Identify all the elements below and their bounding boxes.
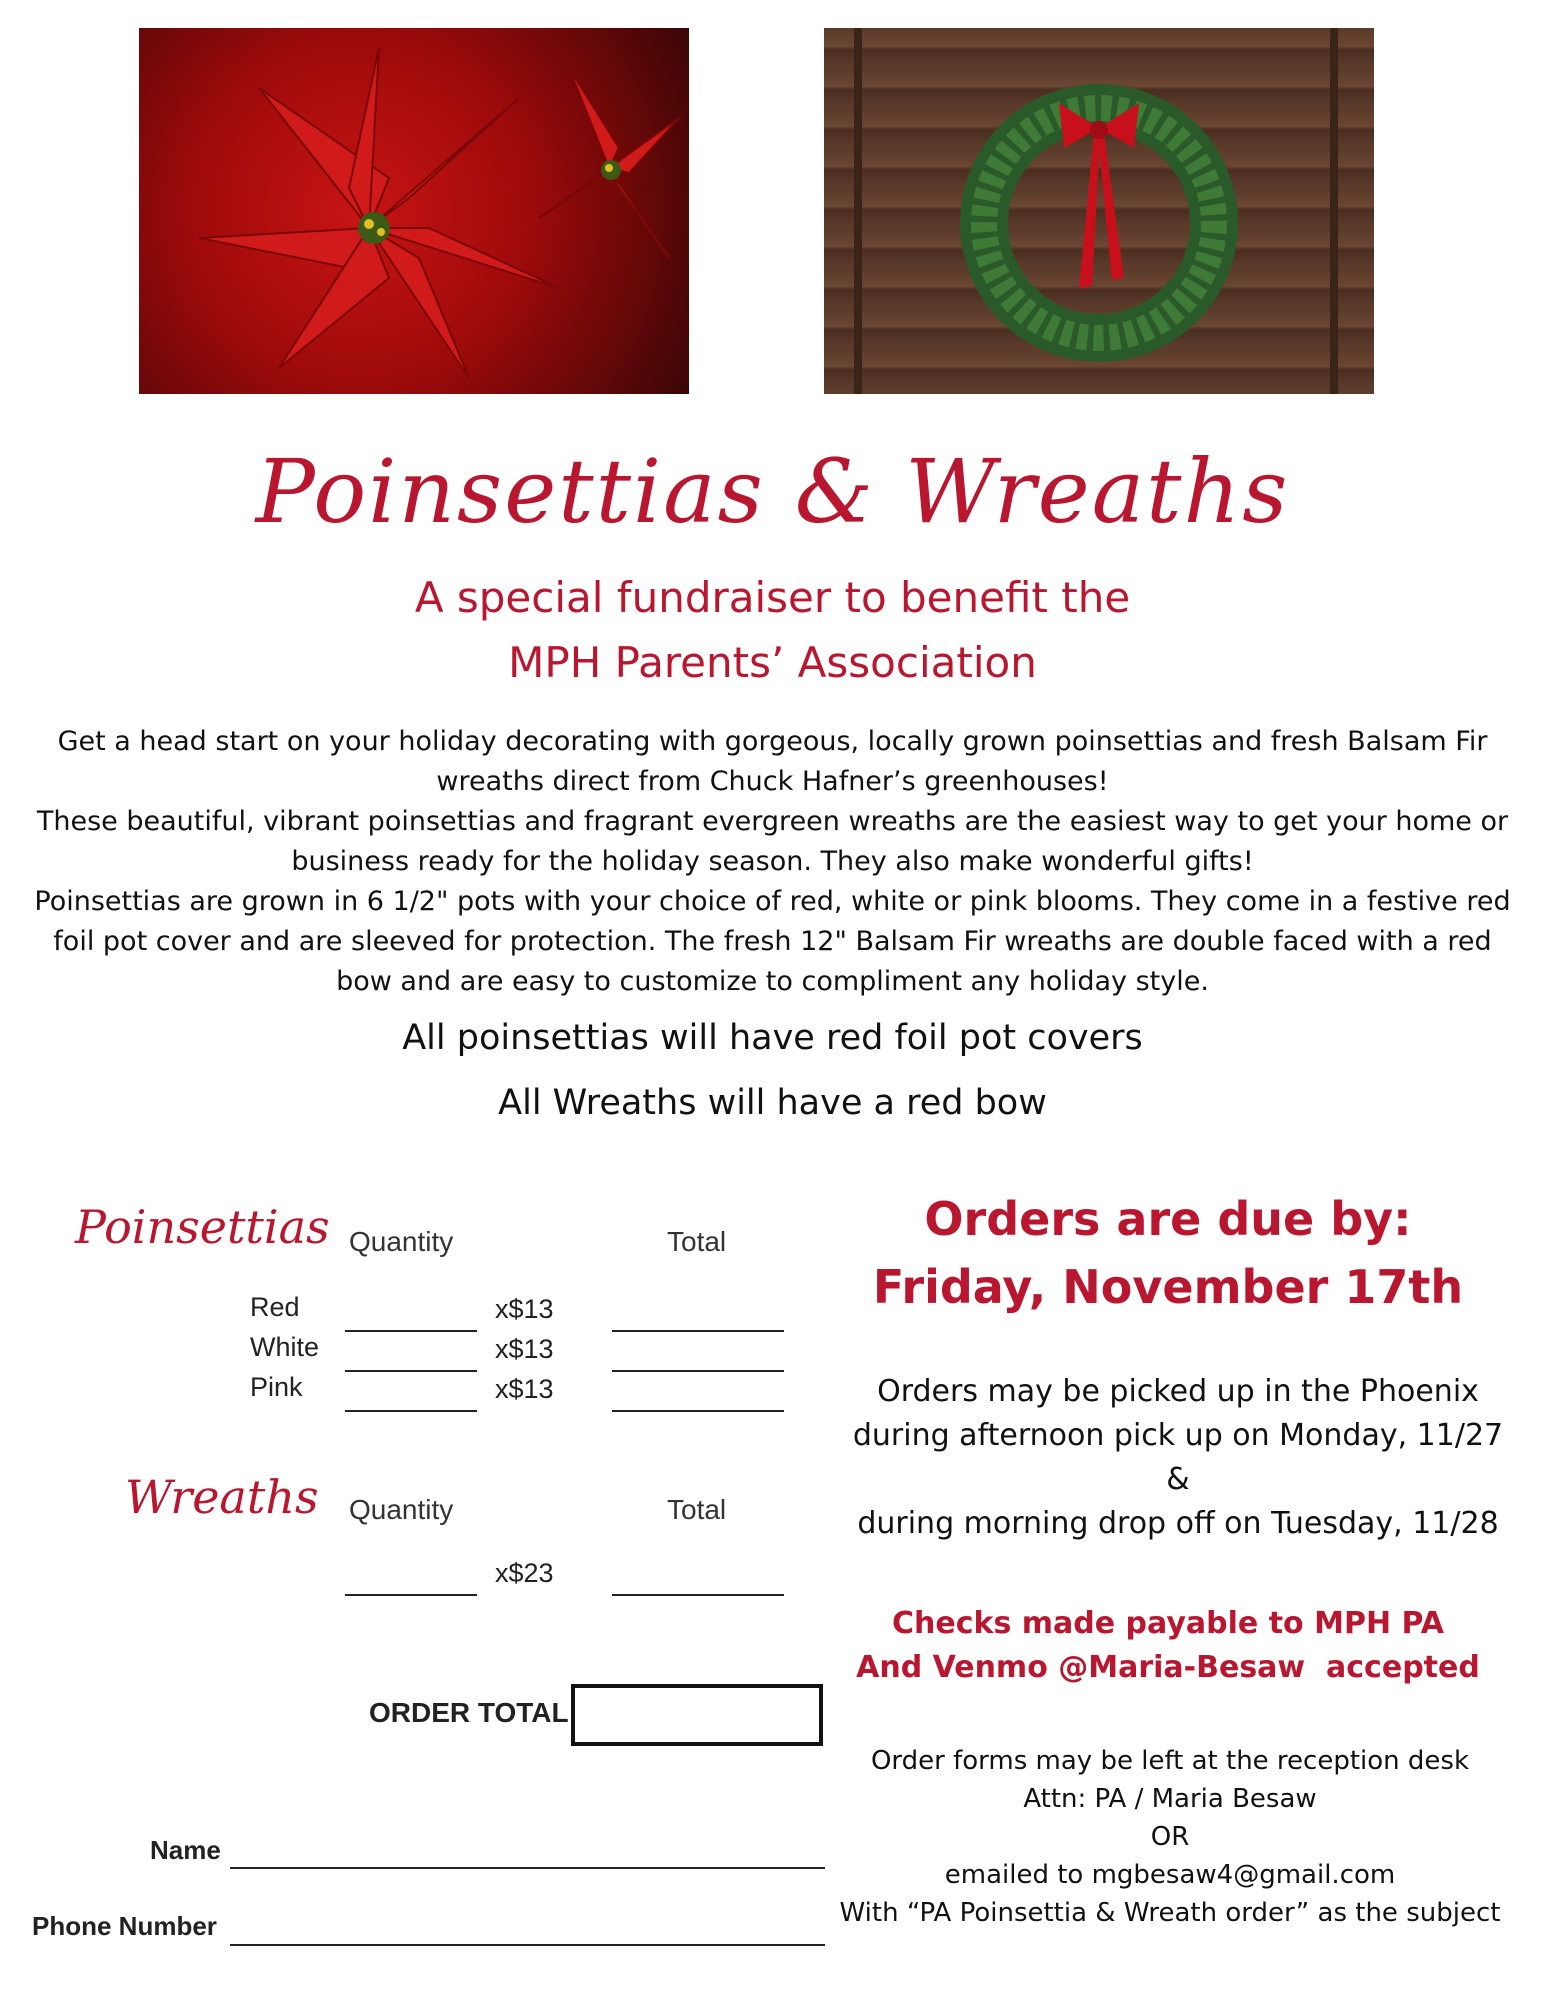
pickup-info bbox=[838, 1370, 1518, 1546]
wreath-price: x$23 bbox=[495, 1558, 554, 1588]
wreath-photo bbox=[824, 28, 1374, 394]
pink-quantity-line[interactable] bbox=[345, 1410, 477, 1412]
row-label-white: White bbox=[250, 1332, 320, 1362]
name-line[interactable] bbox=[230, 1867, 825, 1869]
pink-total-line[interactable] bbox=[612, 1410, 784, 1412]
red-total-line[interactable] bbox=[612, 1330, 784, 1332]
payment-line-1: Checks made payable to MPH PA bbox=[892, 1606, 1444, 1641]
red-quantity-line[interactable] bbox=[345, 1330, 477, 1332]
pickup-line-2: during afternoon pick up on Monday, 11/27 bbox=[852, 1418, 1504, 1453]
payment-info bbox=[848, 1602, 1488, 1690]
intro-paragraph-1: Get a head start on your holiday decorating with gorgeous, locally grown poinsettias and fresh Balsam Fir wreaths direct from Chuck Hafner’s greenhouses! bbox=[57, 726, 1488, 797]
phone-label: Phone Number bbox=[32, 1911, 217, 1941]
white-quantity-line[interactable] bbox=[345, 1370, 477, 1372]
pickup-line-4: during morning drop off on Tuesday, 11/28 bbox=[857, 1506, 1499, 1541]
poinsettia-photo bbox=[139, 28, 689, 394]
wreaths-quantity-header: Quantity bbox=[349, 1494, 454, 1525]
dropoff-info bbox=[820, 1742, 1520, 1932]
intro-text bbox=[30, 722, 1515, 1002]
red-price: x$13 bbox=[495, 1294, 554, 1324]
poinsettias-quantity-header: Quantity bbox=[349, 1226, 454, 1257]
poinsettias-heading: Poinsettias bbox=[75, 1200, 330, 1254]
subtitle-line-2: MPH Parents’ Association bbox=[508, 638, 1037, 687]
intro-paragraph-3: Poinsettias are grown in 6 1/2" pots with your choice of red, white or pink blooms. They come in a festive red foil pot cover and are sleeved for protection. The fresh 12" Balsam Fir wreaths are double faced with a red bow and are easy to customize to compliment any holiday style. bbox=[34, 886, 1511, 997]
order-total-label: ORDER TOTAL bbox=[369, 1697, 569, 1728]
due-date: Friday, November 17th bbox=[872, 1260, 1464, 1314]
subtitle-line-1: A special fundraiser to benefit the bbox=[414, 573, 1131, 622]
wreaths-total-header: Total bbox=[667, 1494, 727, 1525]
row-label-pink: Pink bbox=[250, 1372, 303, 1402]
pickup-line-1: Orders may be picked up in the Phoenix bbox=[877, 1374, 1479, 1409]
white-total-line[interactable] bbox=[612, 1370, 784, 1372]
wreath-total-line[interactable] bbox=[612, 1594, 784, 1596]
row-label-red: Red bbox=[250, 1292, 300, 1322]
dropoff-line-2: Attn: PA / Maria Besaw bbox=[1023, 1784, 1317, 1814]
dropoff-line-3: OR bbox=[1150, 1822, 1190, 1852]
phone-line[interactable] bbox=[230, 1944, 825, 1946]
dropoff-line-1: Order forms may be left at the reception desk bbox=[870, 1746, 1470, 1776]
name-label: Name bbox=[150, 1835, 221, 1865]
page-title: Poinsettias & Wreaths bbox=[255, 440, 1290, 543]
red-bow-note: All Wreaths will have a red bow bbox=[498, 1083, 1047, 1123]
order-total-box[interactable] bbox=[571, 1684, 823, 1746]
wreaths-heading: Wreaths bbox=[125, 1470, 319, 1524]
pot-cover-note: All poinsettias will have red foil pot covers bbox=[402, 1018, 1143, 1058]
due-heading: Orders are due by: bbox=[924, 1192, 1412, 1246]
wreath-quantity-line[interactable] bbox=[345, 1594, 477, 1596]
pickup-line-3: & bbox=[1166, 1462, 1190, 1497]
poinsettias-total-header: Total bbox=[667, 1226, 727, 1257]
dropoff-line-4: emailed to mgbesaw4@gmail.com bbox=[944, 1860, 1396, 1890]
pink-price: x$13 bbox=[495, 1374, 554, 1404]
payment-line-2: And Venmo @Maria-Besaw accepted bbox=[856, 1650, 1480, 1685]
dropoff-line-5: With “PA Poinsettia & Wreath order” as the subject bbox=[839, 1898, 1501, 1928]
white-price: x$13 bbox=[495, 1334, 554, 1364]
intro-paragraph-2: These beautiful, vibrant poinsettias and fragrant evergreen wreaths are the easiest way to get your home or business ready for the holiday season. They also make wonderful gifts! bbox=[36, 806, 1509, 877]
